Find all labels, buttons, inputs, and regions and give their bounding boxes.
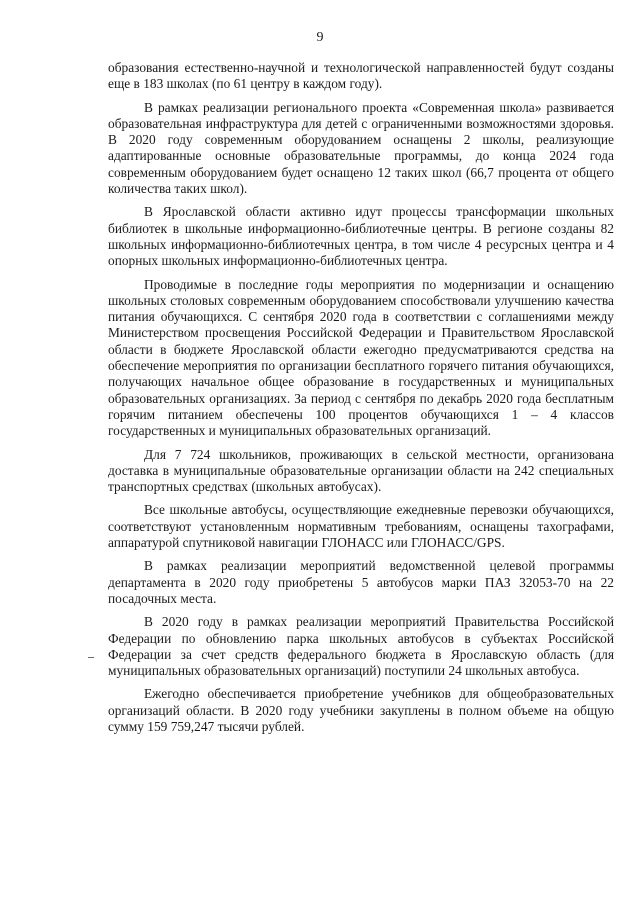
paragraph-continuation: образования естественно-научной и технологической направленностей будут созданы еще в 183 школах (по 61 центру в каждом году). [108,60,614,92]
page-number: 9 [316,30,324,45]
document-body [108,60,614,742]
paragraph-modern-school: В рамках реализации регионального проекта «Современная школа» развивается образовательная инфраструктура для детей с ограниченными возможностями здоровья. В 2020 году современным оборудованием оснащены 2 школы, реализующие адаптированные основные образовательные программы, до конца 2024 года современным оборудованием будет оснащено 12 таких школ (66,7 процента от общего количества таких школ). [108,99,614,197]
paragraph-textbooks: Ежегодно обеспечивается приобретение учебников для общеобразовательных организаций области. В 2020 году учебники закуплены в полном объеме на общую сумму 159 759,247 тысячи рублей. [108,686,614,734]
scan-artifact-mark [603,630,607,631]
paragraph-libraries: В Ярославской области активно идут процессы трансформации школьных библиотек в школьные информационно-библиотечные центры. В регионе созданы 82 школьных информационно-библиотечных центра, в том числе 4 ресурсных центра и 4 опорных школьных информационно-библиотечных центра. [108,204,614,269]
paragraph-rural-transport: Для 7 724 школьников, проживающих в сельской местности, организована доставка в муниципальные образовательные организации области на 242 специальных транспортных средствах (школьных автобусах). [108,446,614,495]
paragraph-bus-equipment: Все школьные автобусы, осуществляющие ежедневные перевозки обучающихся, соответствуют установленным нормативным требованиям, оснащены тахографами, аппаратурой спутниковой навигации ГЛОНАСС или ГЛОНАСС/GPS. [108,502,614,551]
scan-artifact-mark [88,657,94,658]
paragraph-bus-purchase: В рамках реализации мероприятий ведомственной целевой программы департамента в 2020 году приобретены 5 автобусов марки ПАЗ 32053-70 на 22 посадочных места. [108,558,614,606]
paragraph-nutrition: Проводимые в последние годы мероприятия по модернизации и оснащению школьных столовых современным оборудованием способствовали улучшению качества питания обучающихся. С сентября 2020 года в соответствии с соглашениями между Министерством просвещения Российской Федерации и Правительством Ярославской области в бюджете Ярославской области ежегодно предусматриваются средства на обеспечение мероприятия по организации бесплатного горячего питания обучающихся, получающих начальное общее образование в государственных и муниципальных образовательных организациях. За период с сентября по декабрь 2020 года бесплатным горячим питанием обеспечены 100 процентов обучающихся 1 – 4 классов государственных и муниципальных образовательных организаций. [108,276,614,439]
paragraph-federal-buses: В 2020 году в рамках реализации мероприятий Правительства Российской Федерации по обновлению парка школьных автобусов в субъектах Российской Федерации за счет средств федерального бюджета в Ярославскую область (для муниципальных образовательных организаций) поступили 24 школьных автобуса. [108,614,614,679]
